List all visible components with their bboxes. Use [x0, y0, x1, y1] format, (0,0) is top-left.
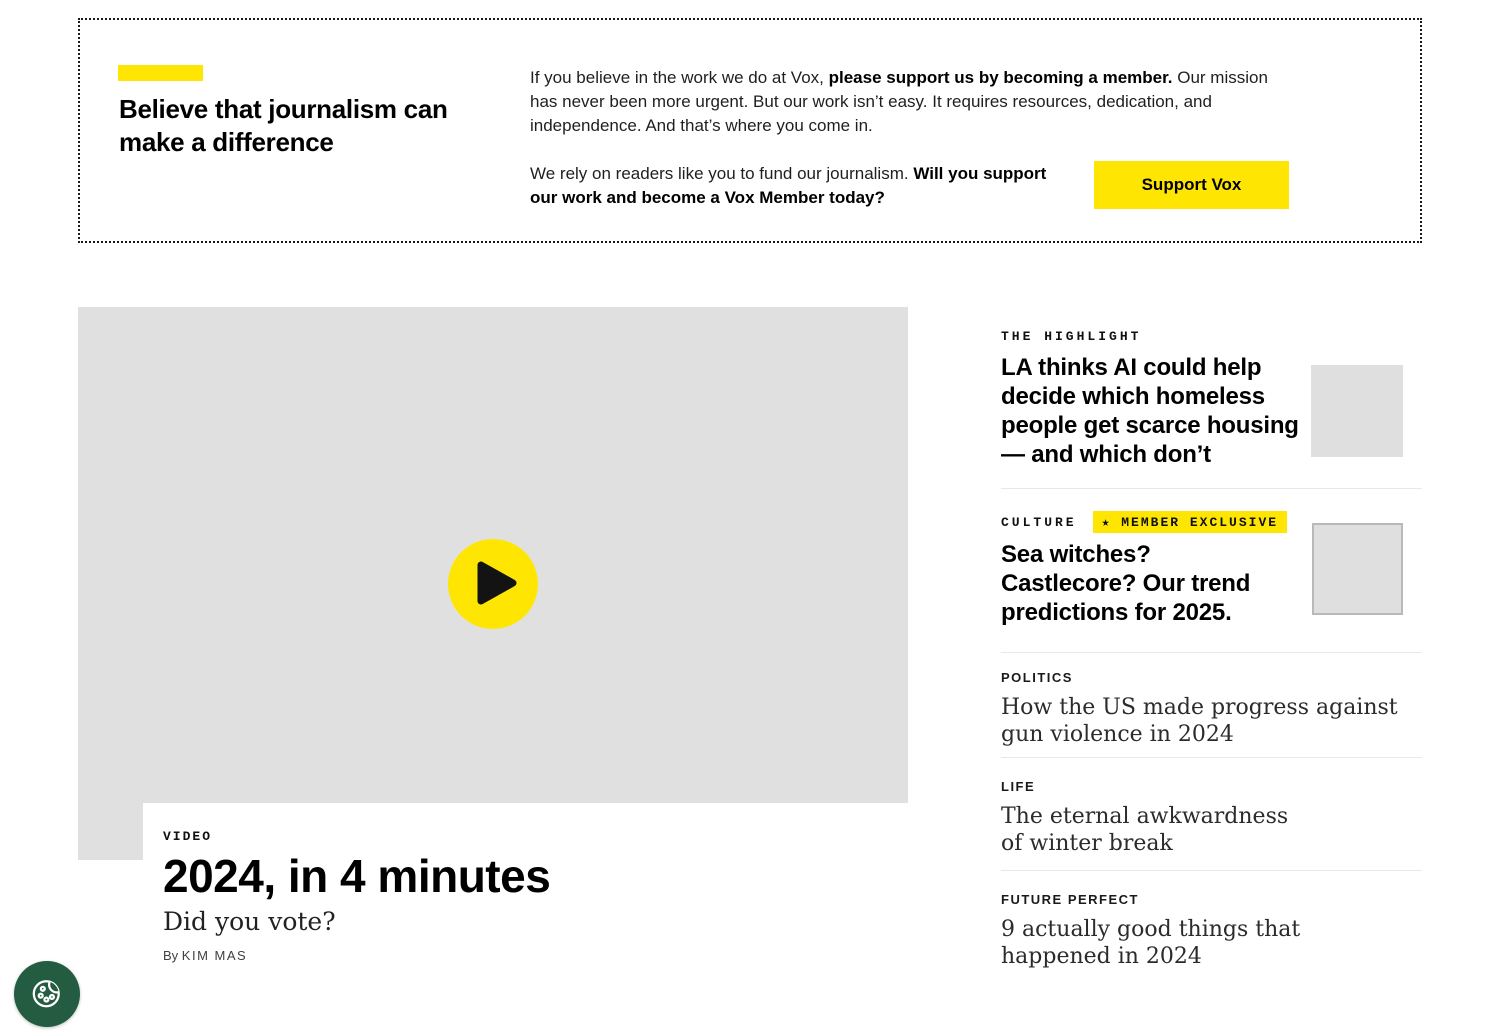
- banner-paragraph-2: [530, 162, 1075, 210]
- banner-p1-text: If you believe in the work we do at Vox,: [530, 68, 829, 87]
- play-icon: [477, 561, 517, 608]
- banner-heading: Believe that journalism can make a difference: [119, 94, 448, 157]
- banner-p1-bold: please support us by becoming a member.: [828, 68, 1173, 87]
- sidebar-article-life: [1001, 758, 1422, 871]
- banner-p2-bold: Will you support our work and become a Vox Member today?: [530, 164, 1047, 207]
- sidebar-article-culture: [1001, 489, 1422, 653]
- cookie-icon: [29, 975, 65, 1014]
- video-kicker-label[interactable]: VIDEO: [163, 829, 213, 844]
- article-thumbnail-culture[interactable]: [1312, 523, 1403, 615]
- cookie-settings-button[interactable]: [14, 961, 80, 1027]
- byline-author[interactable]: KIM MAS: [181, 948, 248, 963]
- banner-paragraph-1: [530, 66, 1292, 138]
- membership-banner: [78, 18, 1422, 243]
- category-label-culture[interactable]: CULTURE: [1001, 515, 1077, 530]
- play-button[interactable]: [448, 539, 538, 629]
- article-title-politics[interactable]: How the US made progress against gun violence in 2024: [1001, 695, 1398, 747]
- member-exclusive-badge: ★ MEMBER EXCLUSIVE: [1093, 511, 1287, 533]
- banner-p2-text: We rely on readers like you to fund our journalism.: [530, 164, 914, 183]
- yellow-accent-bar: [118, 65, 203, 81]
- article-thumbnail-highlight[interactable]: [1311, 365, 1403, 457]
- banner-p1-text-2: Our mission has never been more urgent. But our work isn’t easy. It requires resources, dedication, and independence. And that’s where you come in.: [530, 68, 1268, 135]
- category-label-politics[interactable]: POLITICS: [1001, 670, 1073, 685]
- article-title-life[interactable]: The eternal awkwardness of winter break: [1001, 804, 1289, 856]
- article-title-culture[interactable]: Sea witches? Castlecore? Our trend predictions for 2025.: [1001, 541, 1251, 626]
- category-label-future-perfect[interactable]: FUTURE PERFECT: [1001, 892, 1139, 907]
- video-player[interactable]: [78, 307, 908, 963]
- article-title-future-perfect[interactable]: 9 actually good things that happened in 2024: [1001, 917, 1301, 969]
- sidebar-article-politics: [1001, 653, 1422, 758]
- video-title[interactable]: 2024, in 4 minutes: [163, 850, 551, 902]
- sidebar-article-highlight: [1001, 315, 1422, 489]
- sidebar-article-future-perfect: [1001, 871, 1422, 990]
- video-subtitle: Did you vote?: [163, 907, 336, 936]
- category-label-life[interactable]: LIFE: [1001, 779, 1036, 794]
- video-info-card: [143, 803, 908, 981]
- category-label-highlight[interactable]: THE HIGHLIGHT: [1001, 329, 1142, 344]
- video-byline: [163, 948, 888, 963]
- sidebar-article-list: [1001, 315, 1422, 990]
- support-vox-button[interactable]: Support Vox: [1094, 161, 1289, 209]
- byline-prefix: By: [163, 948, 182, 963]
- article-title-highlight[interactable]: LA thinks AI could help decide which homeless people get scarce housing — and which don’t: [1001, 354, 1299, 468]
